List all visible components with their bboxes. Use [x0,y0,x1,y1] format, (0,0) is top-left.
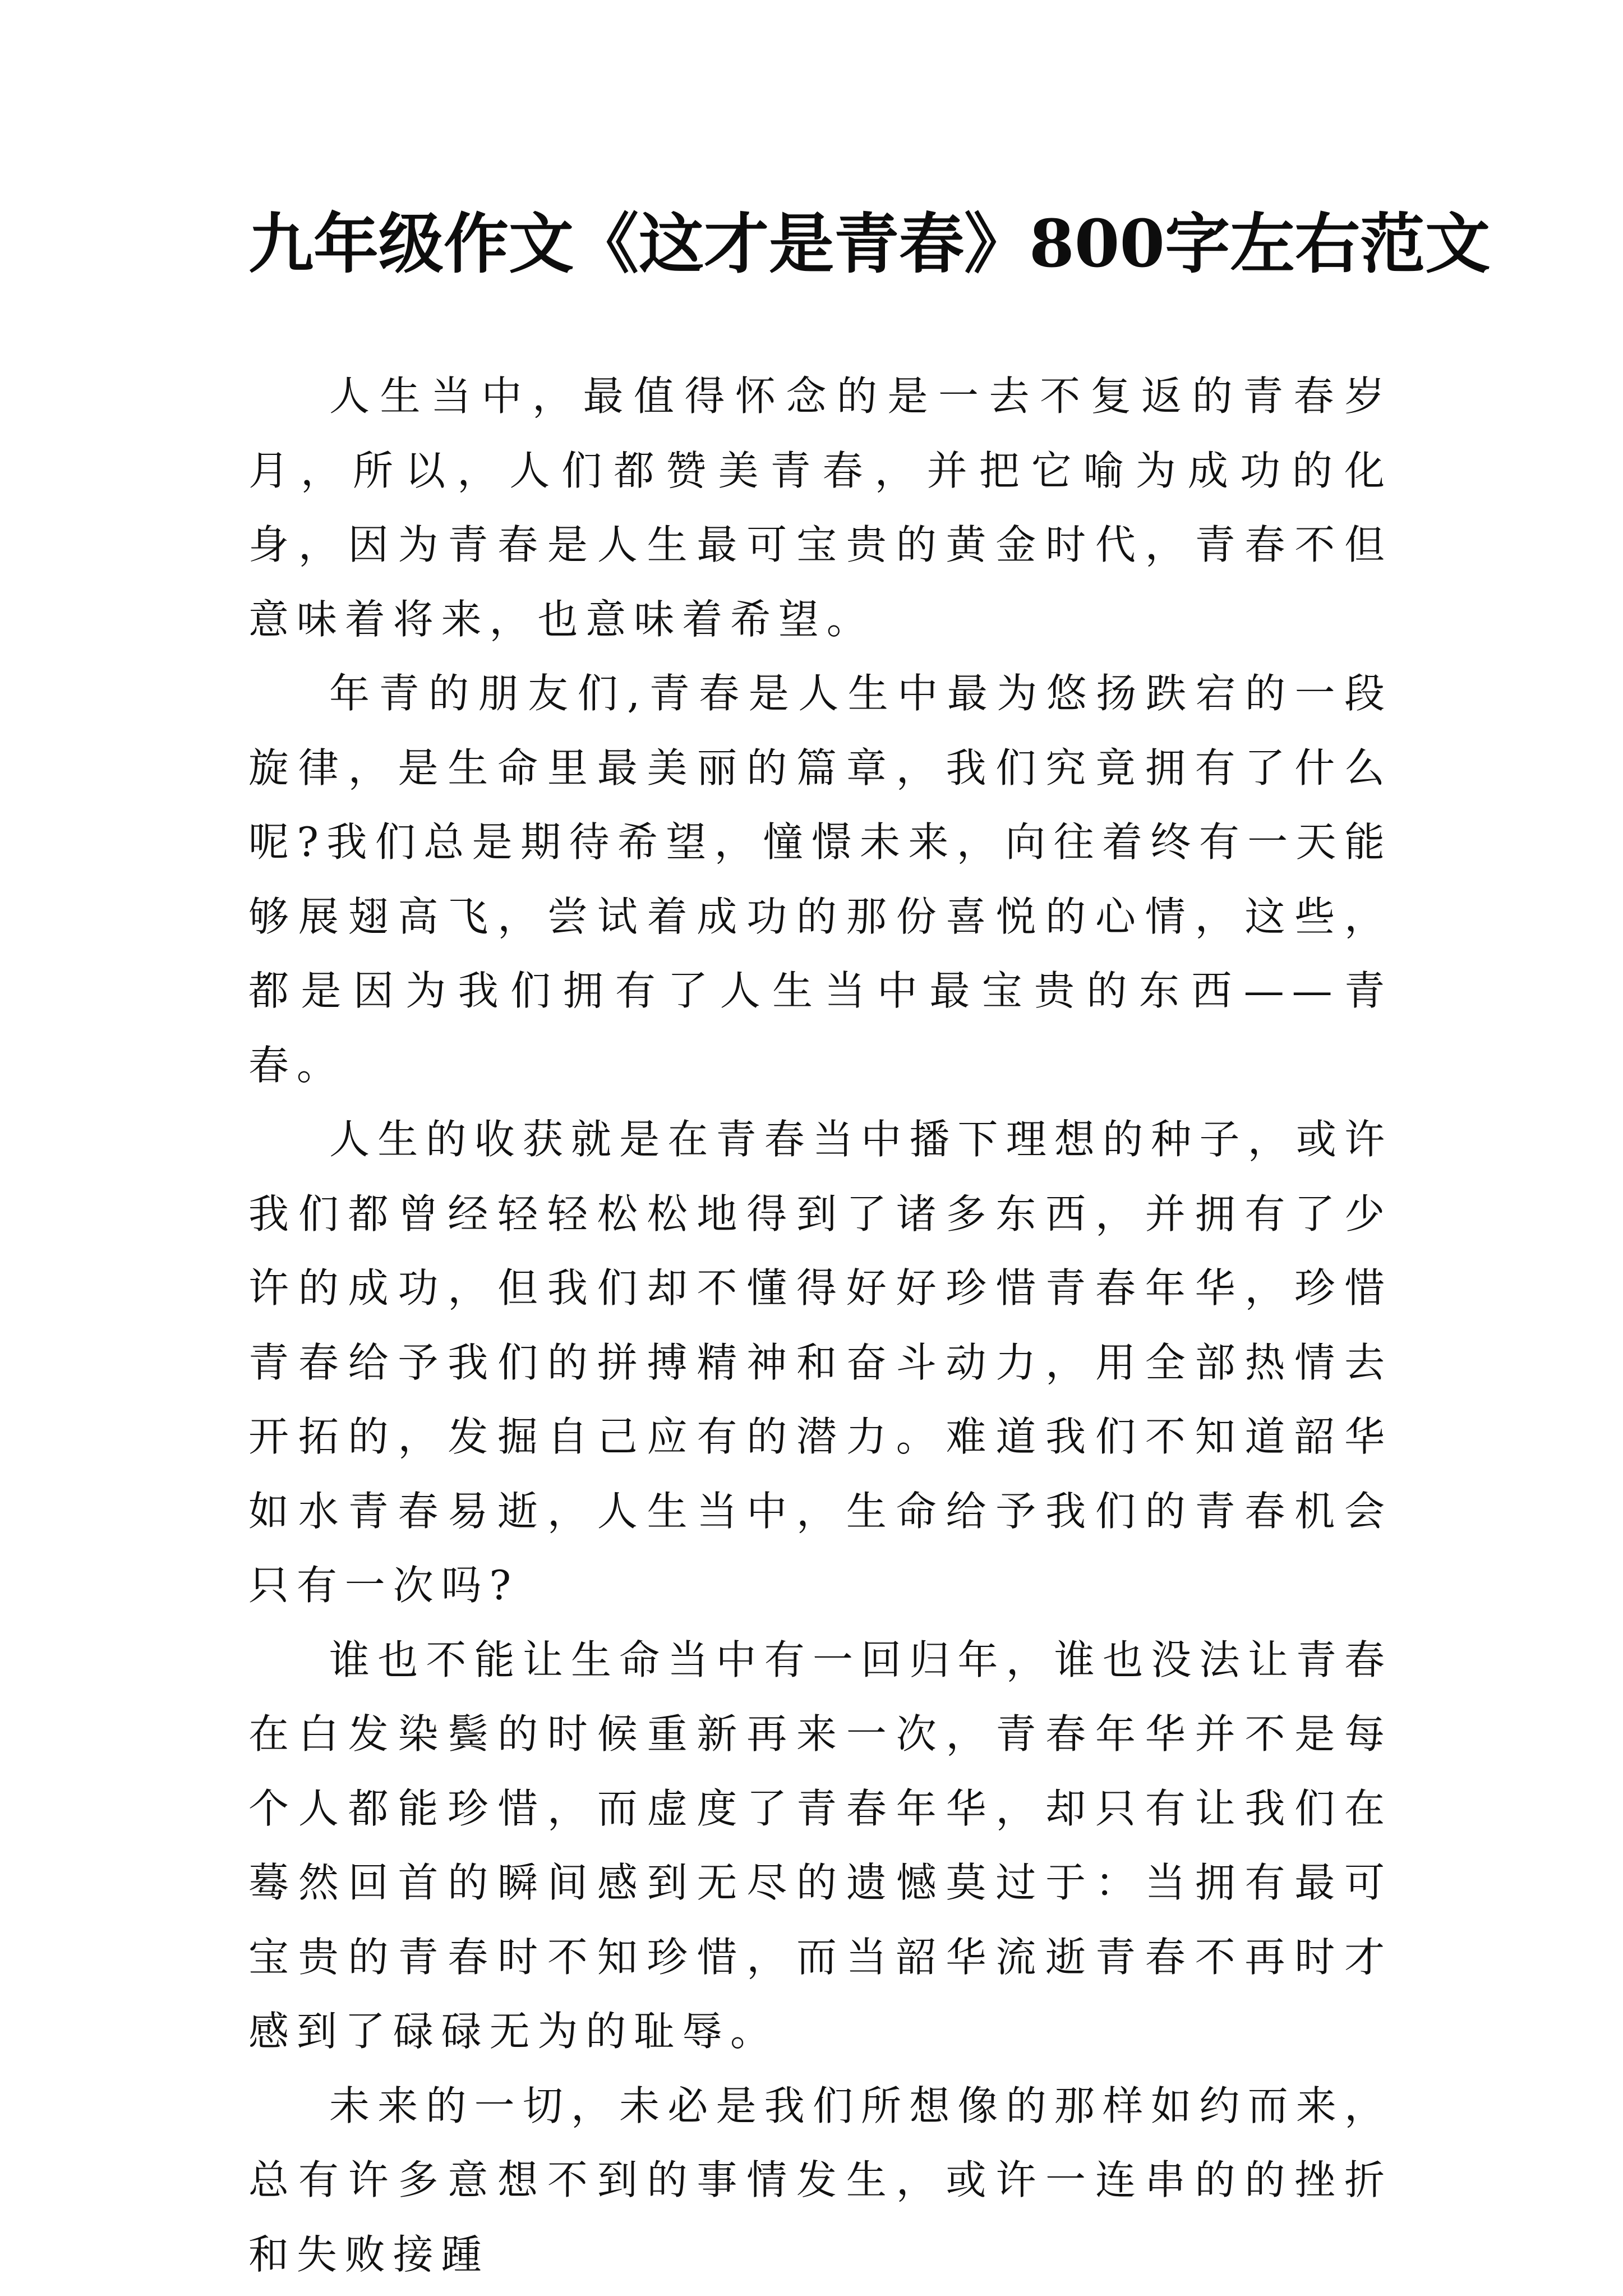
document-title: 九年级作文《这才是青春》800字左右范文 [248,206,1491,282]
paragraph: 未来的一切，未必是我们所想像的那样如约而来，总有许多意想不到的事情发生，或许一连串的的挫折和失败接踵 [248,2082,1393,2278]
paragraph: 人生的收获就是在青春当中播下理想的种子，或许我们都曾经轻轻松松地得到了诸多东西，并拥有了少许的成功，但我们却不懂得好好珍惜青春年华，珍惜青春给予我们的拼搏精神和奋斗动力，用全部热情去开拓的，发掘自己应有的潜力。难道我们不知道韶华如水青春易逝，人生当中，生命给予我们的青春机会只有一次吗? [248,1116,1393,1609]
document-body [248,359,1393,2292]
paragraph: 谁也不能让生命当中有一回归年，谁也没法让青春在白发染鬓的时候重新再来一次，青春年华并不是每个人都能珍惜，而虚度了青春年华，却只有让我们在蓦然回首的瞬间感到无尽的遗憾莫过于：当拥有最可宝贵的青春时不知珍惜，而当韶华流逝青春不再时才感到了碌碌无为的耻辱。 [248,1636,1393,2055]
paragraph: 人生当中，最值得怀念的是一去不复返的青春岁月，所以，人们都赞美青春，并把它喻为成功的化身，因为青春是人生最可宝贵的黄金时代，青春不但意味着将来，也意味着希望。 [248,372,1393,643]
paragraph: 年青的朋友们,青春是人生中最为悠扬跌宕的一段旋律，是生命里最美丽的篇章，我们究竟拥有了什么呢?我们总是期待希望，憧憬未来，向往着终有一天能够展翅高飞，尝试着成功的那份喜悦的心情，这些，都是因为我们拥有了人生当中最宝贵的东西——青春。 [248,670,1393,1089]
